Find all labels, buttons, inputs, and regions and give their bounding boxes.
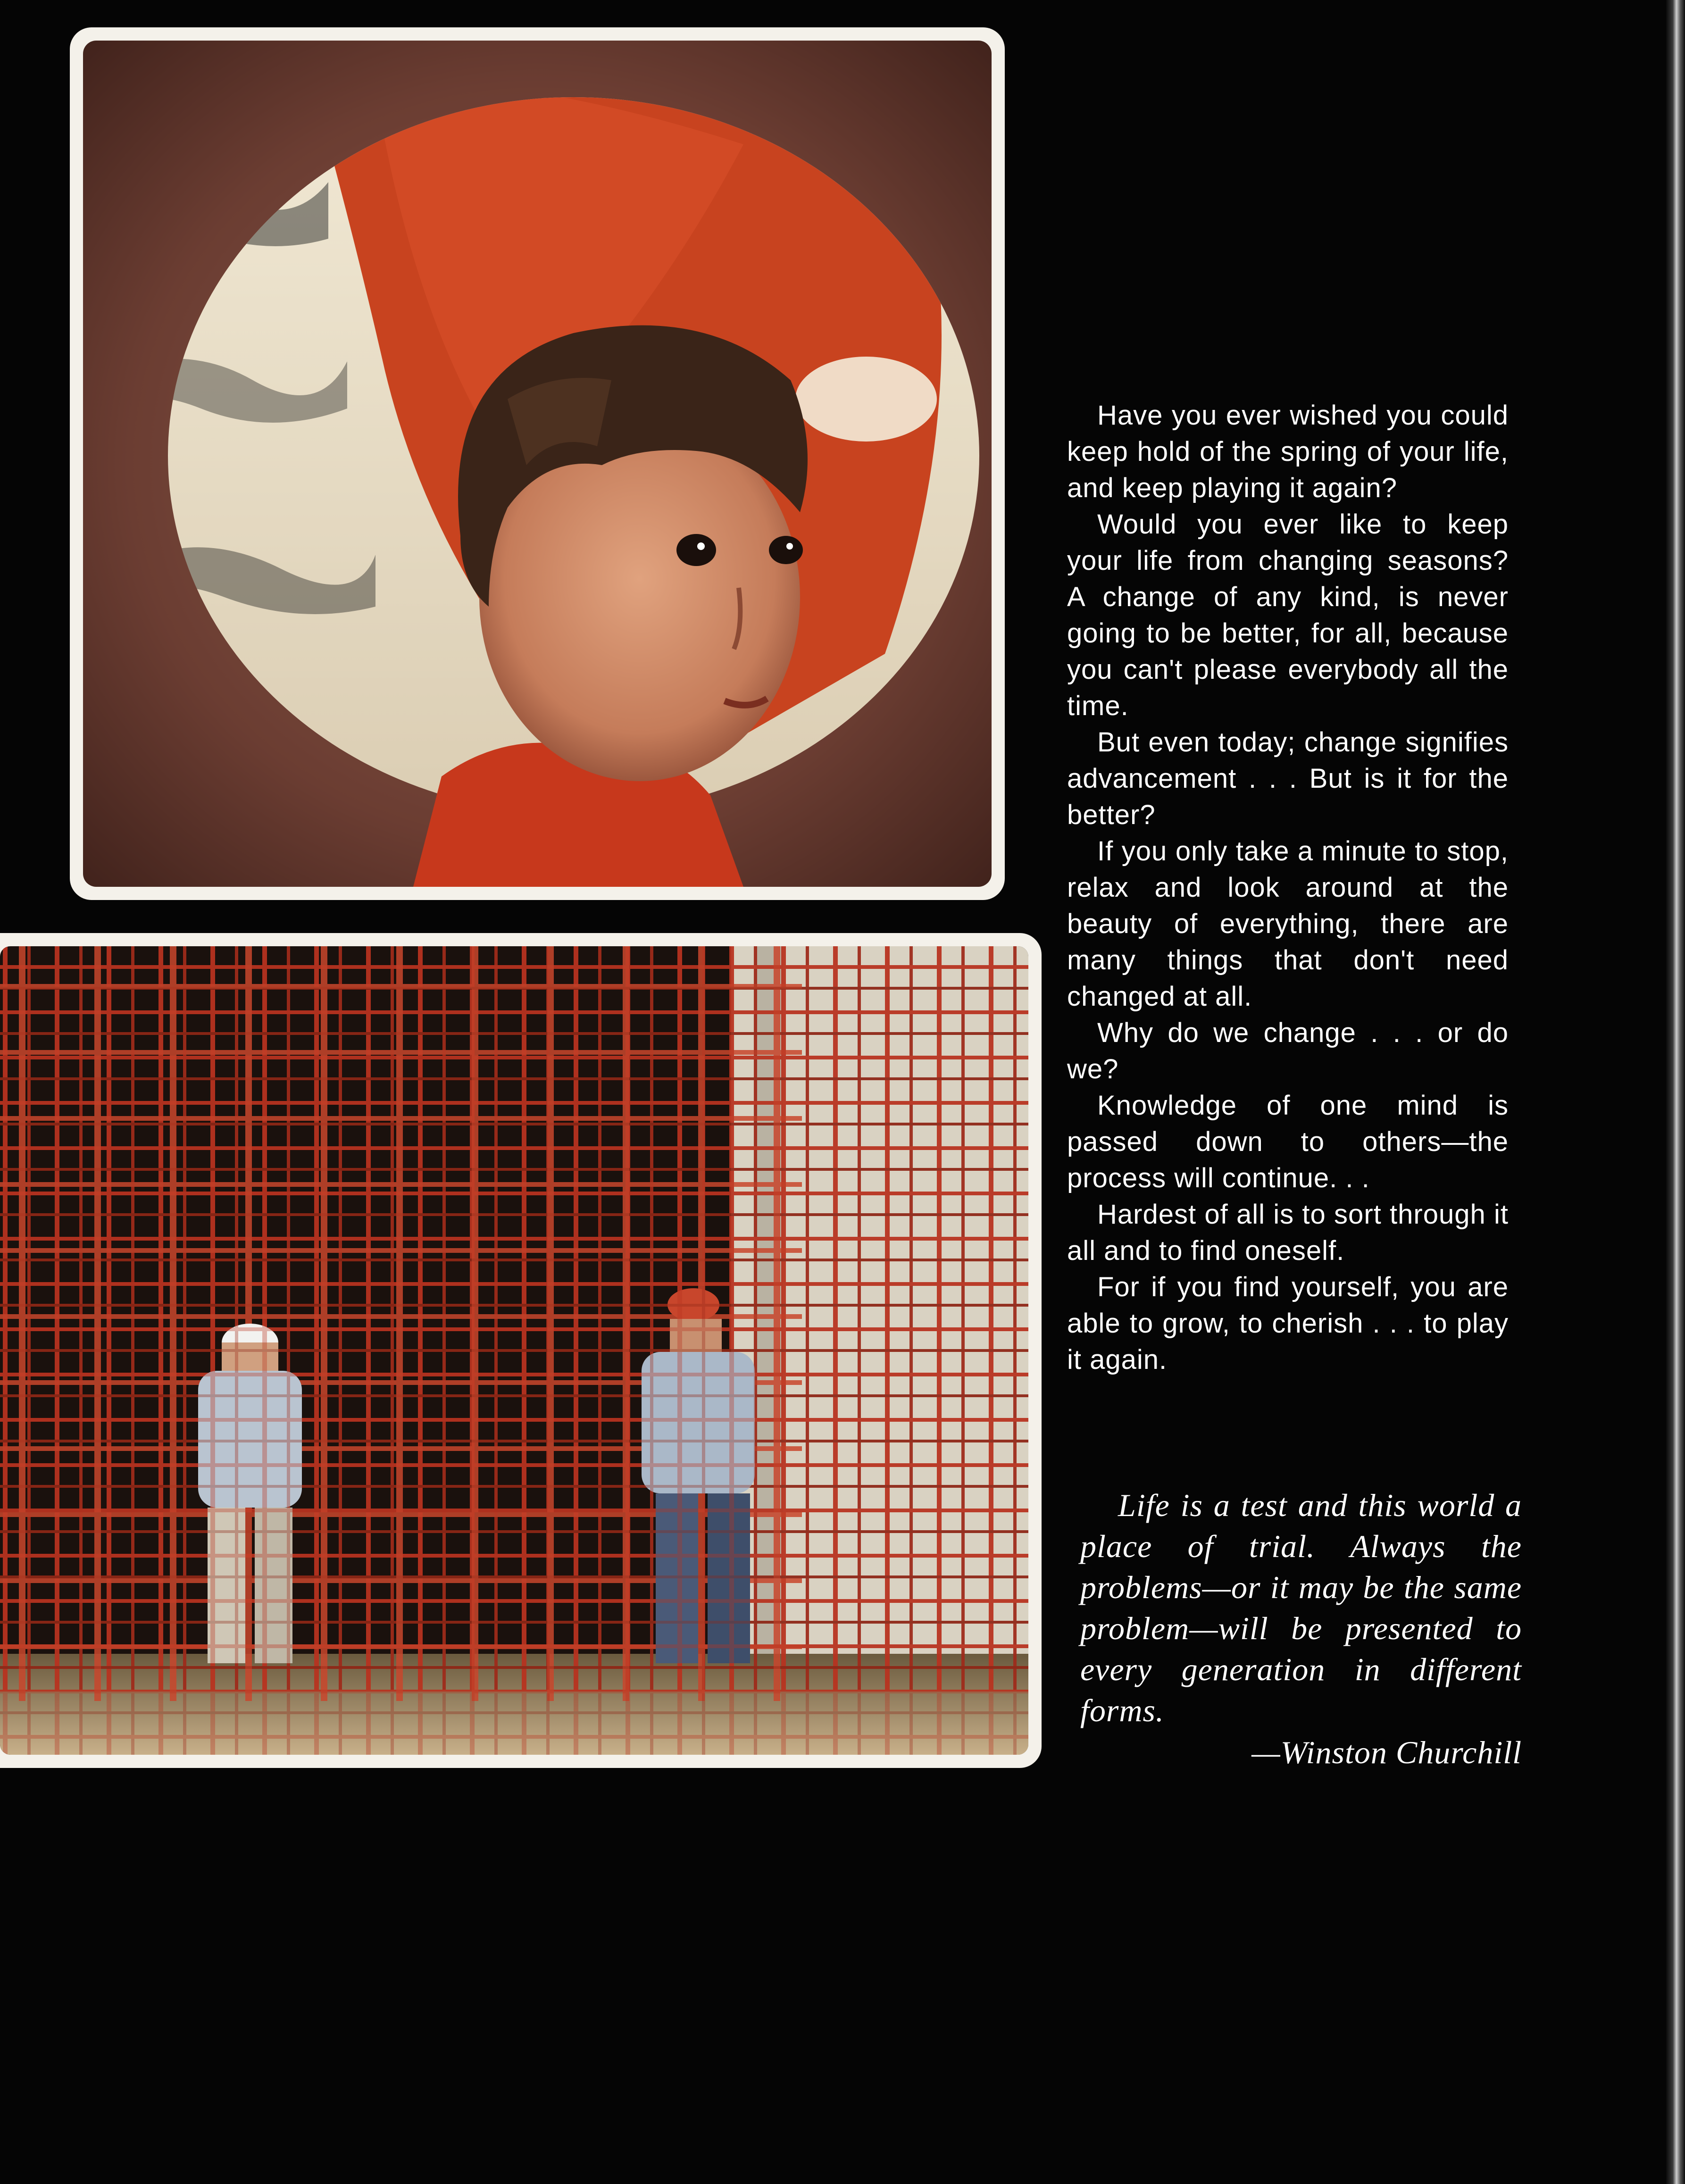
paragraph: For if you find yourself, you are able to grow, to cherish . . . to play it again.: [1067, 1272, 1509, 1375]
photo-child: [83, 41, 992, 887]
paragraph: But even today; change signifies advancement . . . But is it for the better?: [1067, 727, 1509, 830]
article-text: [1067, 397, 1509, 1378]
photo-scaffold-frame: [0, 933, 1042, 1768]
paragraph: If you only take a minute to stop, relax and look around at the beauty of everything, there are many things that don't need changed at all.: [1067, 836, 1509, 1012]
paragraph: Knowledge of one mind is passed down to others—the process will continue. . .: [1067, 1090, 1509, 1193]
photo-child-frame: [70, 27, 1005, 900]
scaffold-photo-illustration: [0, 946, 1028, 1755]
page-edge: [1666, 0, 1685, 2184]
paragraph: Why do we change . . . or do we?: [1067, 1017, 1509, 1084]
child-photo-illustration: [83, 41, 992, 887]
quote-attribution: —Winston Churchill: [1251, 1734, 1522, 1770]
churchill-quote: [1080, 1485, 1522, 1773]
paragraph: Would you ever like to keep your life from changing seasons? A change of any kind, is never going to be better, for all, because you can't please everybody all the time.: [1067, 509, 1509, 721]
quote-text: Life is a test and this world a place of trial. Always the problems—or it may be the same problem—will be presented to every generation in different forms.: [1080, 1487, 1522, 1728]
paragraph: Hardest of all is to sort through it all and to find oneself.: [1067, 1199, 1509, 1266]
paragraph: Have you ever wished you could keep hold of the spring of your life, and keep playing it again?: [1067, 400, 1509, 503]
photo-scaffold: [0, 946, 1028, 1755]
